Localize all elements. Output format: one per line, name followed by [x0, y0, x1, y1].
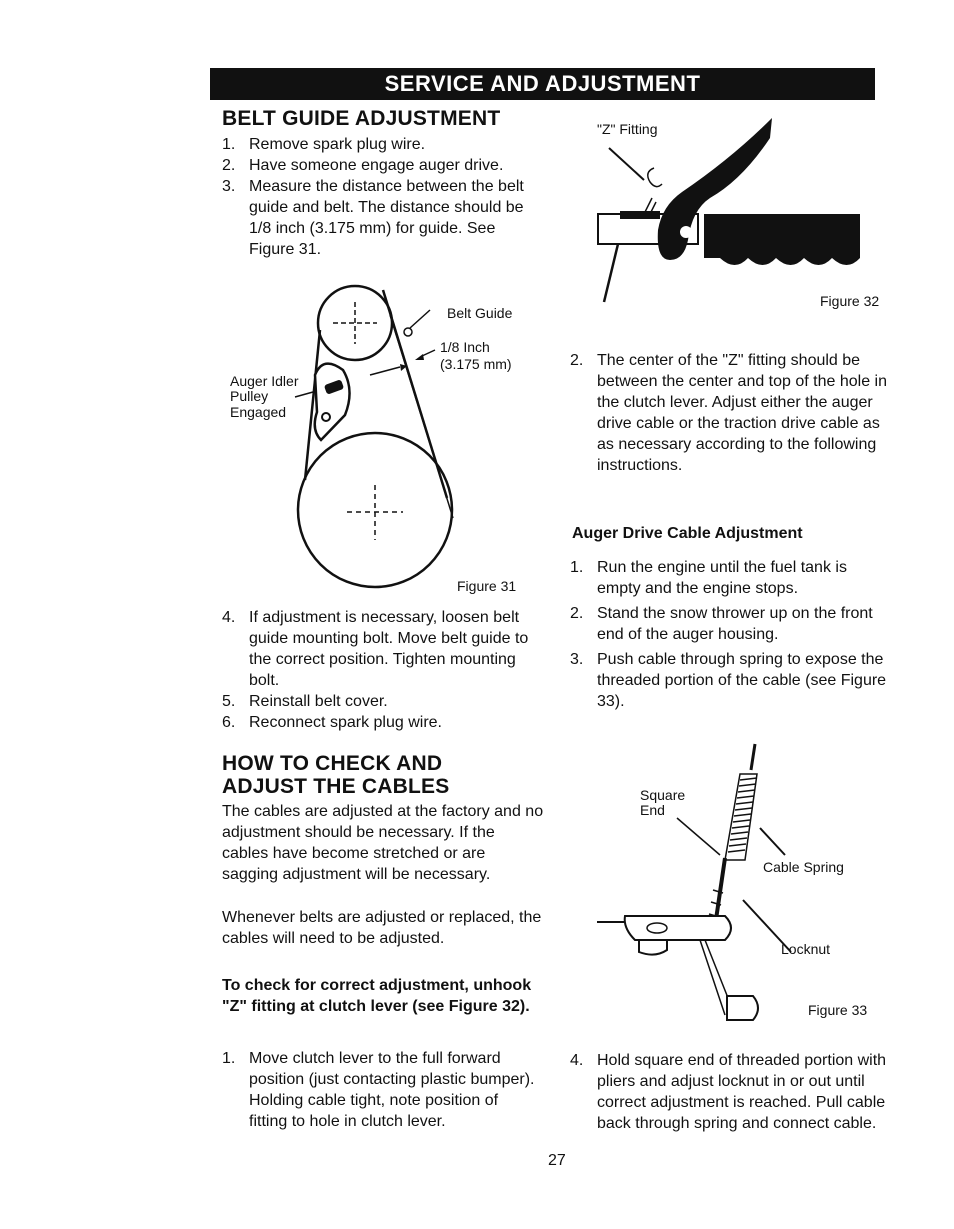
list-item: 5. Reinstall belt cover.: [222, 693, 388, 710]
auger-cable-steps: [570, 557, 888, 712]
cables-steps: [222, 1048, 540, 1132]
auger-cable-heading: Auger Drive Cable Adjustment: [572, 525, 803, 542]
figure-33-caption: Figure 33: [808, 1002, 868, 1018]
step-2-list: [570, 350, 888, 476]
cables-bold-instruction: To check for correct adjustment, unhook "Z" fitting at clutch lever (see Figure 32).: [222, 977, 532, 1015]
list-item: 1. Remove spark plug wire.: [222, 136, 426, 153]
label-cable-spring: Cable Spring: [763, 859, 844, 875]
label-auger-idler: Auger Idler: [230, 373, 299, 389]
cables-para-2: Whenever belts are adjusted or replaced, the cables will need to be adjusted.: [222, 909, 542, 947]
figure-31-belt-diagram: [225, 280, 535, 600]
label-pulley: Pulley: [230, 388, 269, 404]
list-item: 3. Measure the distance between the belt guide and belt. The distance should be 1/8 inch (3.175 mm) for guide. See Figure 31.: [222, 178, 524, 258]
list-item: 1. Run the engine until the fuel tank is empty and the engine stops.: [570, 559, 847, 597]
figure-33-cable-spring: [595, 740, 795, 1030]
list-item: 4. Hold square end of threaded portion with pliers and adjust locknut in or out until correct adjustment is reached. Pull cable back through spring and connect cable.: [570, 1052, 887, 1132]
figure-32-caption: Figure 32: [820, 293, 880, 309]
label-z-fitting: "Z" Fitting: [597, 121, 658, 137]
list-item: 2. The center of the "Z" fitting should be between the center and top of the hole in the clutch lever. Adjust either the auger drive cable or the traction drive cable as as necessary according to the following instructions.: [570, 352, 887, 474]
figure-32-clutch-lever: [592, 110, 872, 305]
list-item: 2. Have someone engage auger drive.: [222, 157, 504, 174]
list-item: 1. Move clutch lever to the full forward position (just contacting plastic bumper). Holding cable tight, note position of fitting to hole in clutch lever.: [222, 1050, 535, 1130]
belt-guide-heading: BELT GUIDE ADJUSTMENT: [222, 107, 501, 130]
step-4-list: [570, 1050, 888, 1134]
list-item: 6. Reconnect spark plug wire.: [222, 714, 442, 731]
list-item: 2. Stand the snow thrower up on the front end of the auger housing.: [570, 605, 873, 643]
cables-heading-line2: ADJUST THE CABLES: [222, 775, 450, 798]
list-item: 3. Push cable through spring to expose the threaded portion of the cable (see Figure 33).: [570, 651, 887, 710]
label-belt-guide: Belt Guide: [447, 305, 513, 321]
page-number: 27: [548, 1152, 566, 1169]
belt-guide-steps-b: [222, 607, 540, 733]
cables-heading-line1: HOW TO CHECK AND: [222, 752, 443, 775]
figure-31-caption: Figure 31: [457, 578, 517, 594]
cables-para-1: The cables are adjusted at the factory and no adjustment should be necessary. If the cables have become stretched or are sagging adjustment will be necessary.: [222, 803, 544, 883]
label-locknut: Locknut: [781, 941, 831, 957]
label-mm: (3.175 mm): [440, 356, 512, 372]
list-item: 4. If adjustment is necessary, loosen belt guide mounting bolt. Move belt guide to the correct position. Tighten mounting bolt.: [222, 609, 529, 689]
label-end: End: [640, 802, 665, 818]
label-engaged: Engaged: [230, 404, 287, 420]
label-square: Square: [640, 787, 686, 803]
label-inch: 1/8 Inch: [440, 339, 490, 355]
section-banner: SERVICE AND ADJUSTMENT: [210, 68, 875, 100]
belt-guide-steps-a: [222, 134, 540, 260]
